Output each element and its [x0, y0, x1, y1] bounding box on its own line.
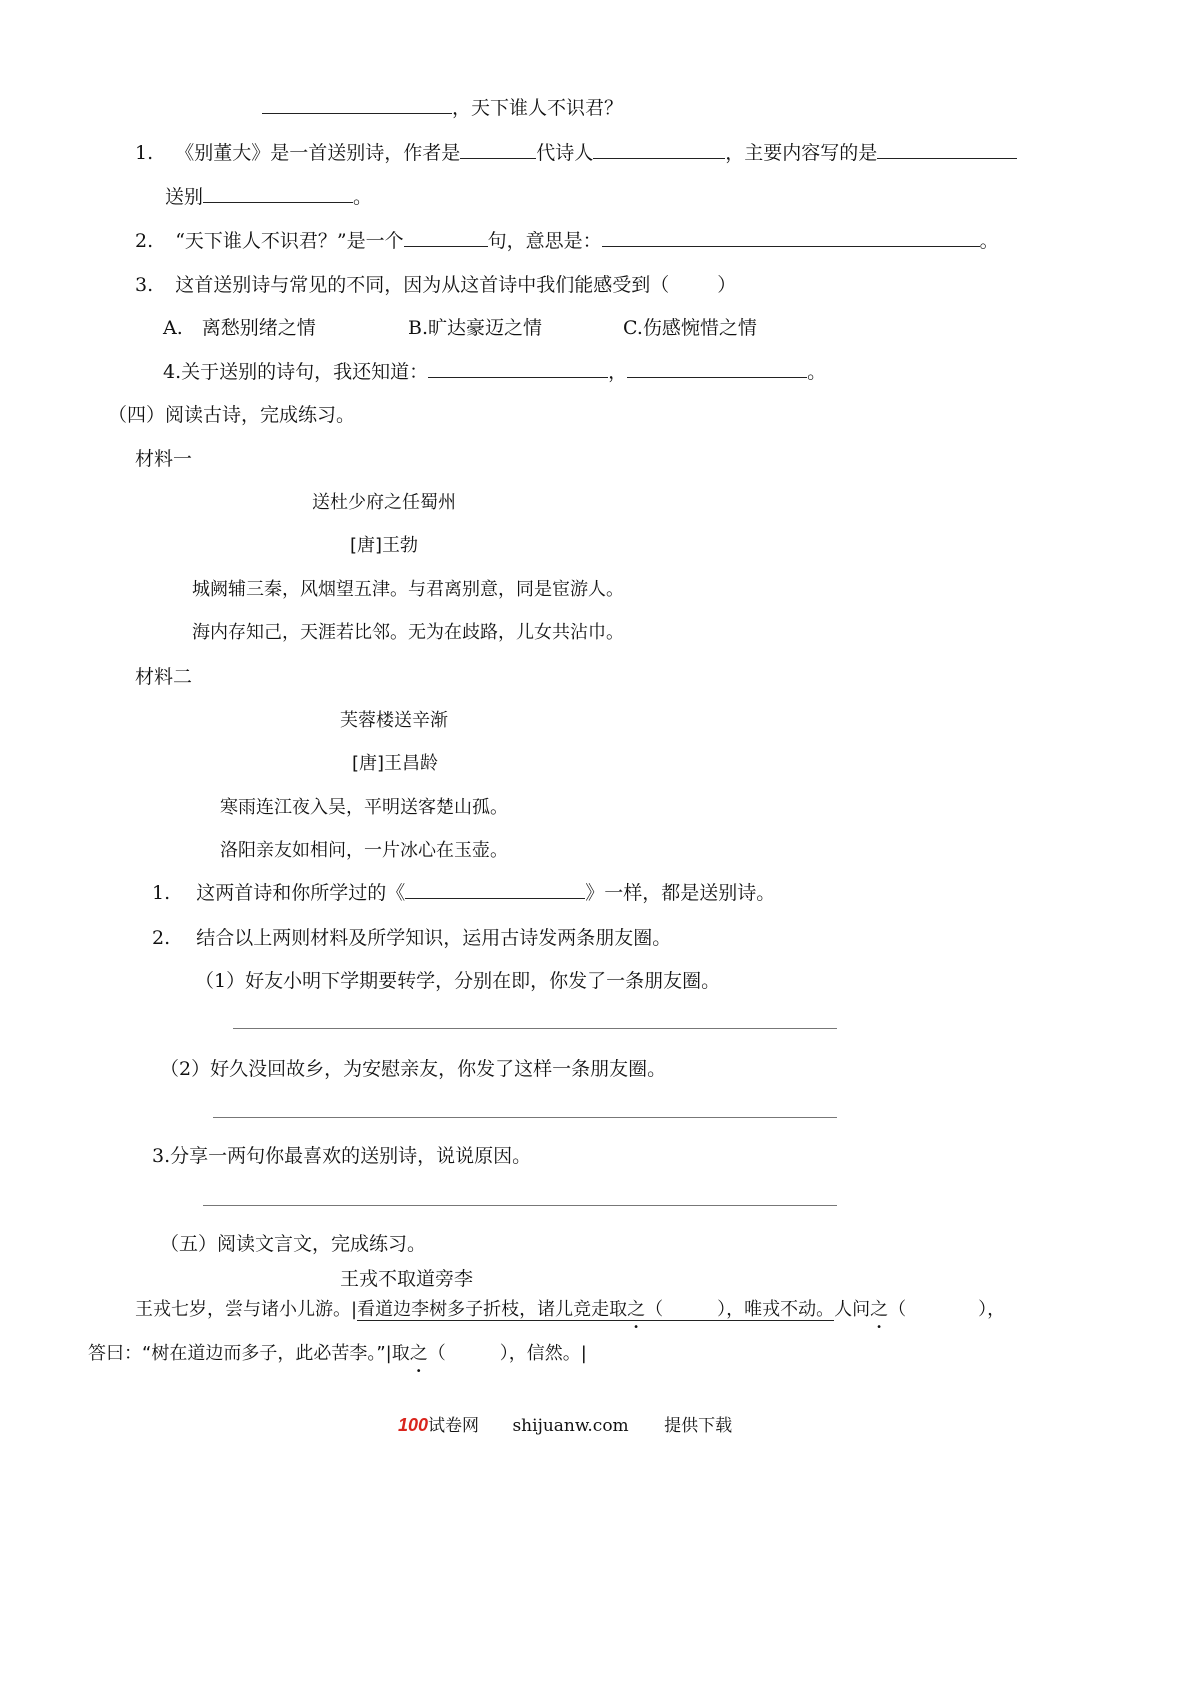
punct: ）	[717, 274, 737, 296]
site-name: 试卷网	[428, 1416, 480, 1436]
option-c[interactable]: C.伤感惋惜之情	[623, 317, 757, 339]
question-1-cont	[165, 184, 372, 210]
answer-blank[interactable]	[877, 140, 1017, 159]
punct: 。	[807, 361, 827, 383]
answer-blank[interactable]	[262, 95, 452, 114]
footer	[398, 1412, 732, 1439]
question-number: 1.	[152, 882, 171, 904]
question-text: ，主要内容写的是	[725, 142, 878, 164]
answer-blank[interactable]	[602, 228, 980, 247]
answer-line[interactable]	[233, 1028, 837, 1029]
answer-blank[interactable]	[428, 359, 608, 378]
poem-1-line-1: 城阙辅三秦，风烟望五津。与君离别意，同是宦游人。	[192, 579, 624, 600]
download-note: 提供下载	[664, 1416, 733, 1436]
bracket-mark: |	[351, 1299, 358, 1320]
passage-text: 取	[391, 1343, 410, 1364]
question-2	[135, 228, 999, 254]
poem-2-title: 芙蓉楼送辛渐	[340, 710, 448, 731]
site-url[interactable]: shijuanw.com	[512, 1416, 629, 1436]
answer-blank[interactable]	[627, 359, 807, 378]
passage-line-1	[135, 1297, 1005, 1323]
s4-question-2-2: （2）好久没回故乡，为安慰亲友，你发了这样一条朋友圈。	[160, 1058, 667, 1080]
question-text: 》一样，都是送别诗。	[585, 882, 776, 904]
s4-question-3: 3.分享一两句你最喜欢的送别诗，说说原因。	[152, 1145, 532, 1167]
top-line	[262, 95, 623, 121]
option-b[interactable]: B.旷达豪迈之情	[408, 317, 543, 339]
answer-blank[interactable]	[203, 184, 353, 203]
answer-line[interactable]	[213, 1117, 837, 1118]
material-2-label: 材料二	[135, 666, 193, 688]
answer-blank[interactable]: （ ），	[888, 1299, 1006, 1320]
question-text: 句，意思是：	[487, 230, 602, 252]
question-1	[135, 140, 1017, 166]
underlined-sentence	[357, 1299, 834, 1321]
answer-blank[interactable]: （ ），唯戎不动。	[645, 1299, 835, 1320]
question-text: 这两首诗和你所学过的《	[196, 882, 406, 904]
question-number: 2.	[135, 230, 154, 252]
answer-blank[interactable]	[404, 228, 488, 247]
logo: 100	[398, 1415, 429, 1435]
punct: 。	[979, 230, 999, 252]
question-3	[135, 272, 736, 298]
s4-question-2	[152, 925, 671, 951]
answer-blank[interactable]: （ ），信然。	[427, 1343, 581, 1364]
poem-2-author: [唐]王昌龄	[352, 753, 439, 774]
s4-question-2-1: （1）好友小明下学期要转学，分别在即，你发了一条朋友圈。	[195, 970, 721, 992]
passage-text: 看道边李树多子折枝，诸儿竞走取	[357, 1299, 628, 1320]
question-text: 这首送别诗与常见的不同，因为从这首诗中我们能感受到（	[175, 274, 670, 296]
poem-1-line-2: 海内存知己，天涯若比邻。无为在歧路，儿女共沾巾。	[192, 622, 624, 643]
question-4	[163, 359, 826, 385]
question-number: 3.	[135, 274, 154, 296]
poem-2-line-1: 寒雨连江夜入吴，平明送客楚山孤。	[220, 797, 508, 818]
passage-line-2	[88, 1341, 587, 1367]
bracket-mark: |	[385, 1343, 392, 1364]
question-number: 2.	[152, 927, 171, 949]
passage-text: 人问	[834, 1299, 871, 1320]
bracket-mark: |	[580, 1343, 587, 1364]
dotted-char: 之	[627, 1299, 646, 1320]
answer-blank[interactable]	[593, 140, 725, 159]
question-text: 送别	[165, 186, 204, 208]
option-a[interactable]: A. 离愁别绪之情	[163, 317, 316, 339]
section-5-heading: （五）阅读文言文，完成练习。	[160, 1233, 427, 1255]
passage-text: 答曰：“树在道边而多子，此必苦李。”	[88, 1343, 386, 1364]
question-text: 结合以上两则材料及所学知识，运用古诗发两条朋友圈。	[196, 927, 672, 949]
answer-line[interactable]	[203, 1205, 837, 1206]
poem-1-author: [唐]王勃	[350, 535, 419, 556]
answer-blank[interactable]	[460, 140, 536, 159]
punct: 。	[353, 186, 373, 208]
top-line-text: ，天下谁人不识君？	[452, 97, 624, 119]
passage-text: 王戎七岁，尝与诸小儿游。	[135, 1299, 351, 1320]
question-text: 《别董大》是一首送别诗，作者是	[175, 142, 461, 164]
dotted-char: 之	[870, 1299, 889, 1320]
question-text: 代诗人	[536, 142, 594, 164]
material-1-label: 材料一	[135, 448, 193, 470]
punct: ，	[608, 361, 628, 383]
passage-title: 王戎不取道旁李	[340, 1268, 474, 1290]
poem-2-line-2: 洛阳亲友如相问，一片冰心在玉壶。	[220, 840, 508, 861]
s4-question-1	[152, 880, 775, 906]
question-number: 1.	[135, 142, 154, 164]
question-text: “天下谁人不识君？”是一个	[175, 230, 404, 252]
poem-1-title: 送杜少府之任蜀州	[312, 492, 456, 513]
section-4-heading: （四）阅读古诗，完成练习。	[108, 404, 356, 426]
question-text: 4.关于送别的诗句，我还知道：	[163, 361, 429, 383]
dotted-char: 之	[409, 1343, 428, 1364]
answer-blank[interactable]	[405, 880, 585, 899]
